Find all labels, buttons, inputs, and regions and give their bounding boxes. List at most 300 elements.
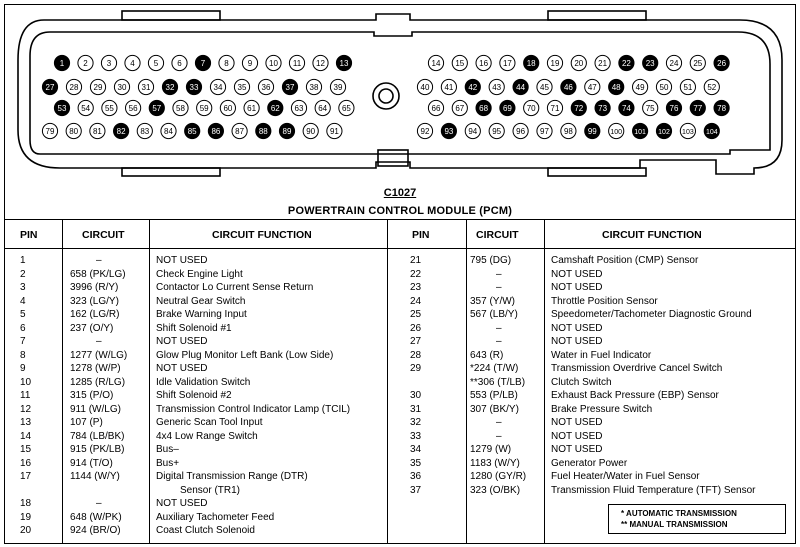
pin-number: 13 — [339, 59, 349, 68]
circuit-cell: – — [96, 255, 102, 266]
pin-cell: 32 — [410, 417, 422, 428]
function-cell: Digital Transmission Range (DTR) — [156, 471, 308, 482]
pin-cavity — [595, 55, 610, 70]
pin-cell: 5 — [20, 309, 26, 320]
pin-cavity — [78, 55, 93, 70]
pin-cell: 12 — [20, 403, 32, 415]
pin-number: 22 — [621, 59, 631, 68]
pin-cavity — [656, 123, 671, 138]
pin-cell: 15 — [20, 444, 32, 455]
pin-cavity — [126, 100, 141, 115]
function-cell: NOT USED — [551, 444, 603, 455]
pin-number: 72 — [574, 104, 584, 113]
function-cell: Camshaft Position (CMP) Sensor — [551, 255, 699, 266]
pin-cell: 24 — [410, 295, 422, 307]
function-cell: NOT USED — [156, 336, 208, 347]
table-row — [4, 281, 796, 295]
pin-cell: 1 — [20, 255, 26, 266]
table-row — [4, 376, 796, 390]
function-cell: Exhaust Back Pressure (EBP) Sensor — [551, 390, 719, 401]
pin-number: 84 — [164, 127, 173, 136]
function-cell: NOT USED — [551, 282, 603, 293]
pin-number: 88 — [258, 127, 268, 136]
pin-cavity — [656, 79, 671, 94]
pin-number: 97 — [540, 127, 549, 136]
circuit-cell: 658 (PK/LG) — [70, 268, 126, 280]
pin-cavity — [54, 100, 69, 115]
pin-number: 25 — [693, 59, 703, 68]
function-cell: Idle Validation Switch — [156, 376, 251, 388]
pin-number: 73 — [598, 104, 608, 113]
table-row — [4, 430, 796, 444]
pin-cavity — [500, 55, 515, 70]
pin-cavity — [643, 100, 658, 115]
pin-number: 2 — [83, 59, 88, 68]
pin-cell: 18 — [20, 498, 32, 509]
pin-cavity — [465, 123, 480, 138]
circuit-cell: 323 (LG/Y) — [70, 295, 119, 307]
pin-cavity — [476, 55, 491, 70]
pin-number: 11 — [292, 59, 302, 68]
pin-cell: 8 — [20, 349, 26, 361]
circuit-cell: 357 (Y/W) — [470, 295, 516, 307]
circuit-cell: 784 (LB/BK) — [70, 430, 125, 442]
pin-cavity — [114, 79, 129, 94]
table-row — [4, 322, 796, 336]
pin-cell: 31 — [410, 403, 422, 415]
pin-number: 81 — [92, 127, 102, 136]
pin-cavity — [102, 100, 117, 115]
pin-number: 54 — [81, 104, 91, 113]
pin-cavity — [232, 123, 247, 138]
pin-cell: 13 — [20, 417, 32, 428]
pin-cavity — [585, 79, 600, 94]
pin-number: 94 — [468, 127, 478, 136]
pin-cavity — [138, 79, 153, 94]
pin-number: 92 — [420, 127, 430, 136]
circuit-cell: 323 (O/BK) — [470, 484, 521, 496]
pin-cavity — [149, 100, 164, 115]
pin-number: 7 — [200, 59, 206, 68]
pin-cavity — [680, 123, 695, 138]
circuit-cell: 1183 (W/Y) — [470, 457, 520, 469]
pin-cell: 37 — [410, 484, 422, 496]
circuit-cell: 915 (PK/LB) — [70, 444, 125, 455]
circuit-cell: 1144 (W/Y) — [70, 471, 120, 482]
pin-cavity — [452, 55, 467, 70]
connector-id: C1027 — [383, 187, 417, 199]
pin-cavity — [306, 79, 321, 94]
pin-cavity — [513, 79, 528, 94]
pin-cavity — [513, 123, 528, 138]
pin-number: 3 — [106, 59, 112, 68]
pin-number: 67 — [455, 104, 465, 113]
circuit-cell: – — [496, 322, 502, 334]
pin-cavity — [101, 55, 116, 70]
pin-cavity — [561, 79, 576, 94]
pin-number: 75 — [645, 104, 655, 113]
transmission-notes — [608, 504, 786, 534]
pin-cell: 17 — [20, 471, 32, 482]
pin-number: 20 — [574, 59, 584, 68]
pcm-connector-face — [0, 0, 800, 186]
pin-number: 4 — [130, 59, 135, 68]
circuit-cell: 237 (O/Y) — [70, 322, 114, 334]
pin-cell: 30 — [410, 390, 422, 401]
pin-cavity — [339, 100, 354, 115]
pin-cavity — [643, 55, 658, 70]
pin-cell: 16 — [20, 457, 32, 469]
table-row — [4, 254, 796, 268]
circuit-cell: – — [496, 417, 502, 428]
pin-cavity — [315, 100, 330, 115]
pin-cavity — [313, 55, 328, 70]
pin-number: 6 — [177, 59, 182, 68]
pin-number: 39 — [333, 83, 343, 92]
pin-number: 40 — [420, 83, 430, 92]
pin-number: 68 — [479, 104, 489, 113]
table-row — [4, 403, 796, 417]
pin-number: 38 — [309, 83, 319, 92]
function-cell: Bus– — [156, 444, 179, 455]
pin-number: 46 — [563, 83, 573, 92]
pin-cavity — [500, 100, 515, 115]
function-cell: NOT USED — [551, 336, 603, 347]
pin-number: 76 — [669, 104, 679, 113]
circuit-cell: 648 (W/PK) — [70, 511, 122, 523]
pin-number: 61 — [247, 104, 257, 113]
pin-number: 50 — [659, 83, 669, 92]
pin-number: 101 — [634, 129, 646, 136]
pin-number: 89 — [282, 127, 292, 136]
pin-cell: 35 — [410, 457, 422, 469]
function-cell: Transmission Overdrive Cancel Switch — [551, 363, 723, 374]
pin-number: 65 — [341, 104, 351, 113]
pin-cavity — [114, 123, 129, 138]
function-cell: Transmission Fluid Temperature (TFT) Sensor — [551, 484, 756, 496]
pin-cavity — [268, 100, 283, 115]
function-cell: Water in Fuel Indicator — [551, 349, 652, 361]
pin-number: 43 — [492, 83, 502, 92]
circuit-cell: 315 (P/O) — [70, 390, 114, 401]
header-pin-left: PIN — [20, 229, 38, 241]
pin-cavity — [282, 79, 297, 94]
circuit-cell: – — [496, 282, 502, 293]
function-cell: NOT USED — [551, 417, 603, 428]
pin-cavity — [547, 55, 562, 70]
pin-number: 57 — [152, 104, 162, 113]
circuit-cell: 107 (P) — [70, 417, 103, 428]
table-row — [4, 457, 796, 471]
pin-number: 48 — [611, 83, 621, 92]
pin-cavity — [303, 123, 318, 138]
table-row — [4, 362, 796, 376]
pin-number: 45 — [540, 83, 549, 92]
function-cell: Contactor Lo Current Sense Return — [156, 282, 314, 293]
pin-number: 62 — [270, 104, 280, 113]
pin-cell: 2 — [20, 268, 26, 280]
pin-cavity — [619, 100, 634, 115]
pin-number: 102 — [658, 129, 670, 136]
pin-number: 96 — [516, 127, 526, 136]
pin-cavity — [524, 55, 539, 70]
pin-cell: 7 — [20, 336, 26, 347]
pin-cavity — [330, 79, 345, 94]
function-cell: NOT USED — [156, 255, 208, 266]
table-row — [4, 470, 796, 484]
pin-number: 86 — [211, 127, 221, 136]
pin-number: 28 — [69, 83, 79, 92]
pin-number: 5 — [153, 59, 159, 68]
pin-cavity — [690, 100, 705, 115]
pin-number: 15 — [455, 59, 465, 68]
circuit-cell: 1277 (W/LG) — [70, 349, 128, 361]
pin-cavity — [666, 55, 681, 70]
circuit-cell: 1280 (GY/R) — [470, 471, 527, 482]
pin-cell: 25 — [410, 309, 422, 320]
circuit-cell: – — [496, 430, 502, 442]
pin-cavity — [714, 55, 729, 70]
pin-number: 36 — [261, 83, 271, 92]
pin-number: 19 — [550, 59, 560, 68]
pin-cavity — [234, 79, 249, 94]
pin-cavity — [537, 123, 552, 138]
pin-cell: 4 — [20, 295, 26, 307]
function-cell: NOT USED — [551, 268, 603, 280]
circuit-cell: 162 (LG/R) — [70, 309, 120, 320]
pin-cavity — [609, 79, 624, 94]
pin-cell: 21 — [410, 255, 422, 266]
pin-cavity — [417, 123, 432, 138]
table-row — [4, 389, 796, 403]
pin-number: 71 — [550, 104, 560, 113]
note-manual: ** MANUAL TRANSMISSION — [621, 520, 728, 529]
circuit-cell: 1279 (W) — [470, 444, 512, 455]
pin-number: 80 — [69, 127, 79, 136]
pin-cavity — [524, 100, 539, 115]
pin-number: 85 — [187, 127, 197, 136]
pin-number: 104 — [705, 129, 718, 136]
pin-number: 30 — [117, 83, 127, 92]
pin-cavity — [208, 123, 223, 138]
pin-cell: 27 — [410, 336, 422, 347]
pin-number: 1 — [59, 59, 65, 68]
table-row — [4, 349, 796, 363]
pin-cavity — [78, 100, 93, 115]
header-divider — [4, 248, 796, 249]
function-cell: Glow Plug Monitor Left Bank (Low Side) — [156, 349, 334, 361]
pin-cavity — [595, 100, 610, 115]
circuit-cell: 567 (LB/Y) — [470, 309, 518, 320]
pin-cavity — [465, 79, 480, 94]
function-cell: Check Engine Light — [156, 268, 243, 280]
function-cell: Speedometer/Tachometer Diagnostic Ground — [551, 309, 752, 320]
pin-number: 17 — [502, 59, 512, 68]
function-cell: Shift Solenoid #2 — [156, 390, 232, 401]
pin-cavity — [256, 123, 271, 138]
pin-cell: 34 — [410, 444, 422, 455]
pin-number: 47 — [587, 83, 597, 92]
pin-cell: 10 — [20, 376, 32, 388]
pin-number: 87 — [235, 127, 245, 136]
pin-number: 90 — [306, 127, 316, 136]
function-cell: Brake Warning Input — [156, 309, 247, 320]
pin-cavity — [561, 123, 576, 138]
pin-cavity — [266, 55, 281, 70]
pin-number: 52 — [707, 83, 717, 92]
circuit-cell: **306 (T/LB) — [470, 376, 526, 388]
pin-cavity — [172, 55, 187, 70]
pin-cell: 29 — [410, 363, 422, 374]
table-row — [4, 335, 796, 349]
pin-cavity — [571, 100, 586, 115]
pin-number: 78 — [717, 104, 727, 113]
function-cell: Sensor (TR1) — [180, 484, 241, 496]
pin-number: 99 — [587, 127, 597, 136]
pin-cavity — [585, 123, 600, 138]
circuit-cell: – — [96, 498, 102, 509]
function-cell: Brake Pressure Switch — [551, 403, 653, 415]
pin-number: 16 — [479, 59, 489, 68]
pin-cavity — [161, 123, 176, 138]
table-row — [4, 443, 796, 457]
pin-cavity — [54, 55, 69, 70]
pin-number: 63 — [294, 104, 304, 113]
function-cell: Shift Solenoid #1 — [156, 322, 232, 334]
pin-cavity — [162, 79, 177, 94]
pin-number: 55 — [104, 104, 114, 113]
pin-cell: 22 — [410, 268, 422, 280]
function-cell: NOT USED — [156, 498, 208, 509]
pin-cavity — [289, 55, 304, 70]
circuit-cell: 643 (R) — [470, 349, 504, 361]
pin-number: 82 — [116, 127, 126, 136]
circuit-cell: 307 (BK/Y) — [470, 403, 519, 415]
pin-cavity — [633, 79, 648, 94]
pin-cavity — [220, 100, 235, 115]
pin-cavity — [195, 55, 210, 70]
pin-cavity — [489, 79, 504, 94]
table-row — [4, 295, 796, 309]
function-cell: Transmission Control Indicator Lamp (TCIL) — [156, 403, 351, 415]
circuit-cell: 911 (W/LG) — [70, 403, 121, 415]
pin-cavity — [537, 79, 552, 94]
table-row — [4, 416, 796, 430]
pin-cavity — [428, 100, 443, 115]
pin-number: 70 — [526, 104, 536, 113]
pin-number: 33 — [189, 83, 199, 92]
pin-number: 26 — [717, 59, 727, 68]
pin-number: 83 — [140, 127, 150, 136]
pin-number: 93 — [444, 127, 454, 136]
circuit-cell: – — [496, 336, 502, 347]
pin-number: 29 — [93, 83, 103, 92]
pin-number: 31 — [141, 83, 151, 92]
circuit-cell: 1278 (W/P) — [70, 363, 121, 374]
pin-number: 42 — [468, 83, 478, 92]
pin-cavity — [210, 79, 225, 94]
pin-number: 64 — [318, 104, 328, 113]
pin-cavity — [219, 55, 234, 70]
pin-number: 58 — [176, 104, 185, 113]
pin-cell: 14 — [20, 430, 32, 442]
pin-cavity — [441, 123, 456, 138]
pin-number: 32 — [165, 83, 175, 92]
pin-cell: 28 — [410, 349, 422, 361]
pin-cavity — [66, 123, 81, 138]
pin-cell: 9 — [20, 363, 26, 374]
pin-cavity — [197, 100, 212, 115]
pin-cavity — [137, 123, 152, 138]
table-row — [4, 268, 796, 282]
pin-number: 27 — [45, 83, 55, 92]
pin-number: 44 — [516, 83, 526, 92]
function-cell: NOT USED — [156, 363, 208, 374]
pin-cavity — [185, 123, 200, 138]
connector-subtitle: POWERTRAIN CONTROL MODULE (PCM) — [287, 205, 513, 217]
circuit-cell: – — [496, 268, 502, 280]
pin-number: 35 — [237, 83, 247, 92]
pin-cavity — [90, 79, 105, 94]
pin-cavity — [327, 123, 342, 138]
function-cell: Throttle Position Sensor — [551, 295, 658, 307]
pin-number: 51 — [683, 83, 693, 92]
pin-number: 100 — [610, 129, 623, 136]
circuit-cell: – — [96, 336, 102, 347]
pin-cell: 19 — [20, 511, 32, 523]
pin-cavity — [571, 55, 586, 70]
function-cell: Generic Scan Tool Input — [156, 417, 263, 428]
pin-number: 41 — [444, 83, 454, 92]
header-function-left: CIRCUIT FUNCTION — [212, 229, 312, 241]
pin-cell: 33 — [410, 430, 422, 442]
circuit-cell: *224 (T/W) — [470, 363, 519, 374]
pin-cavity — [547, 100, 562, 115]
pin-cavity — [279, 123, 294, 138]
circuit-cell: 914 (T/O) — [70, 457, 113, 469]
pin-cavity — [704, 79, 719, 94]
pin-cavity — [714, 100, 729, 115]
circuit-cell: 1285 (R/LG) — [70, 376, 126, 388]
pin-cavity — [90, 123, 105, 138]
pin-cavity — [428, 55, 443, 70]
pin-number: 12 — [316, 59, 325, 68]
pin-cavity — [417, 79, 432, 94]
pin-number: 56 — [128, 104, 138, 113]
pin-cavity — [633, 123, 648, 138]
table-row — [4, 308, 796, 322]
pin-number: 74 — [621, 104, 631, 113]
pin-number: 77 — [693, 104, 703, 113]
pin-cavity — [173, 100, 188, 115]
pin-cavity — [242, 55, 257, 70]
pin-number: 59 — [199, 104, 209, 113]
table-row — [4, 484, 796, 498]
function-cell: Bus+ — [156, 457, 180, 469]
pin-number: 60 — [223, 104, 233, 113]
pin-cavity — [244, 100, 259, 115]
pin-cavity — [148, 55, 163, 70]
function-cell: Neutral Gear Switch — [156, 295, 246, 307]
function-cell: Coast Clutch Solenoid — [156, 525, 255, 536]
pin-cell: 23 — [410, 282, 422, 293]
header-pin-right: PIN — [412, 229, 430, 241]
pin-number: 8 — [224, 59, 229, 68]
circuit-cell: 3996 (R/Y) — [70, 282, 119, 293]
pin-number: 18 — [526, 59, 536, 68]
pin-number: 10 — [269, 59, 278, 68]
pin-cavity — [258, 79, 273, 94]
